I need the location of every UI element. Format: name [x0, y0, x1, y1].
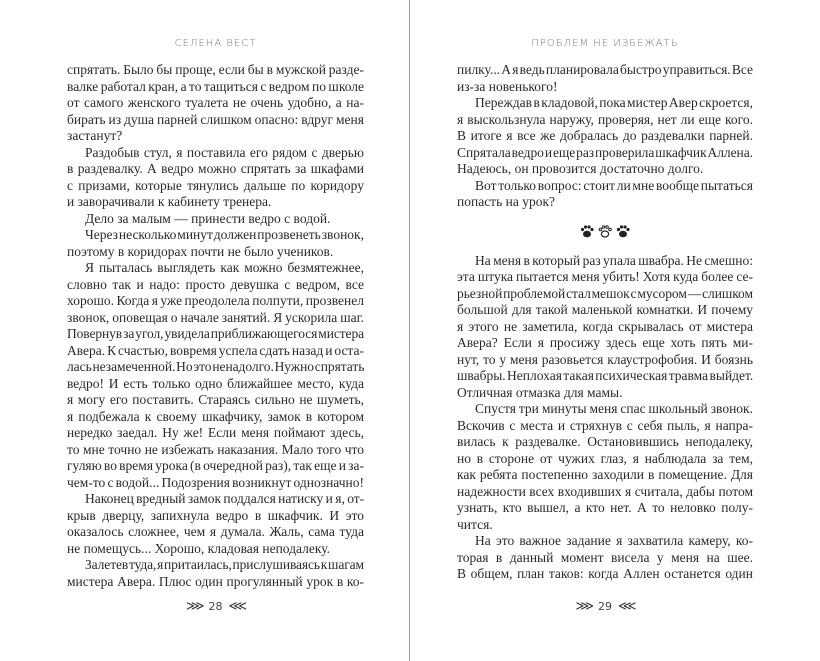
left-page-text: [67, 62, 364, 590]
text-line: рьезной проблемой стал мешок с мусором — слишком: [457, 285, 753, 301]
text-line: Залетев туда, я притаилась, прислушиваясь к шагам: [85, 557, 364, 572]
text-line: Я пыталась выглядеть как можно безмятежнее,: [85, 260, 364, 275]
book-spine-divider: [409, 0, 410, 661]
text-line: торая в данный момент висела у меня на шее.: [457, 549, 753, 565]
text-line: На меня в который раз упала швабра. Не смешно:: [475, 252, 753, 268]
text-line: с призами, которые тянулись дальше по коридору: [67, 177, 364, 193]
text-line: не помещусь... Хорошо, кладовая неподалеку.: [67, 540, 331, 556]
right-page: [457, 0, 753, 661]
text-line: узнать, кто вышел, а кто нет. А то неловко полу-: [457, 500, 753, 515]
page-number-right: [457, 599, 753, 614]
text-line: мистера Авера. Плюс один прогулянный урок в ко-: [67, 573, 364, 589]
running-head-chapter: ПРОБЛЕМ НЕ ИЗБЕЖАТЬ: [531, 38, 679, 49]
text-line: швабры. Неплохая такая психическая травма выйдет.: [457, 368, 753, 383]
text-line: я этого не заметила, когда скрывалась от мистера: [457, 318, 753, 334]
page-number-left: [67, 599, 364, 614]
folio-ornament-icon: ⋘: [618, 599, 635, 614]
text-line: Дело за малым — принести ведро с водой.: [85, 210, 331, 226]
text-line: Спрятала ведро и еще раз проверила шкафчик Аллена.: [457, 144, 753, 160]
text-line: то мне точно не избежать наказания. Мало того что: [67, 441, 364, 457]
text-line: и заворачивали к кабинету тренера.: [67, 194, 272, 209]
text-line: Авера? Если я просижу здесь еще хоть пять ми-: [457, 335, 753, 350]
text-line: эта штука пытается меня убить! Хотя куда более се-: [457, 269, 753, 284]
text-line: ведро! И есть только одно ближайшее место, куда: [67, 375, 364, 391]
text-line: валке работал кран, а то тащиться с ведром по школе: [67, 78, 364, 94]
text-line: Через несколько минут должен прозвенеть звонок,: [85, 227, 364, 242]
text-line: я подбежала к своему шкафчику, замок в котором: [67, 408, 364, 424]
folio-ornament-icon: ⋘: [228, 599, 245, 614]
text-line: хорошо. Когда я уже преодолела полпути, прозвенел: [67, 293, 364, 308]
text-line: но в стороне от чужих глаз, я наблюдала за тем,: [457, 450, 753, 466]
text-line: попасть на урок?: [457, 194, 556, 209]
text-line: спрятать. Было бы проще, если бы в мужской разде-: [67, 62, 364, 77]
text-line: чем-то с водой... Подозрения возникнут однозначно!: [67, 474, 364, 490]
text-line: В итоге я все же добралась до раздевалки парней.: [457, 128, 753, 143]
text-line: Наконец вредный замок поддался натиску и я, от-: [85, 491, 364, 506]
text-line: Вот только вопрос: стоит ли мне вообще пытаться: [475, 177, 753, 193]
text-line: вилась к раздевалке. Остановившись неподалеку,: [457, 434, 753, 449]
running-head-author: СЕЛЕНА ВЕСТ: [174, 38, 257, 49]
folio-ornament-icon: ⋙: [575, 599, 592, 614]
folio-ornament-icon: ⋙: [186, 599, 203, 614]
text-line: Переждав в кладовой, пока мистер Авер скроется,: [475, 95, 753, 110]
text-line: поэтому в коридорах почти не было учеников.: [67, 243, 334, 259]
text-line: Спустя три минуты меня спас школьный звонок.: [475, 401, 753, 416]
text-line: звонок, оповещая о начале занятий. Я ускорила шаг.: [67, 309, 364, 325]
text-line: из-за новенького!: [457, 78, 558, 94]
right-page-text: [457, 62, 753, 583]
text-line: большой для такой маленькой комнатки. И почему: [457, 302, 753, 317]
text-line: крыв дверцу, запихнула ведро в шкафчик. И это: [67, 507, 364, 523]
text-line: застанут?: [67, 128, 123, 143]
text-line: нут, то у меня разовьется клаустрофобия. И боязнь: [457, 351, 753, 367]
text-line: надежности всех входивших я считала, дабы потом: [457, 483, 753, 499]
text-line: Авера. К счастью, вовремя успела сдать назад и оста-: [67, 342, 364, 358]
text-line: от самого женского туалета не очень удобно, а на-: [67, 95, 364, 110]
text-line: гуляю во время урока (в очередной раз), так еще и за-: [67, 458, 364, 473]
text-line: Вскочив с места и стряхнув с себя пыль, я напра-: [457, 417, 753, 433]
text-line: В общем, план таков: когда Аллен останется один: [457, 566, 753, 581]
text-line: пилку... А я ведь планировала быстро управиться. Все: [457, 62, 753, 77]
page-number: 28: [208, 600, 223, 613]
text-line: Повернув за угол, увидела приближающегося мистера: [67, 326, 364, 341]
left-page: [67, 0, 364, 661]
text-line: лась незамеченной. Но это ненадолго. Нужно спрятать: [67, 359, 364, 374]
text-line: Раздобыв стул, я поставила его рядом с дверью: [85, 144, 364, 160]
text-line: Отличная отмазка для мамы.: [457, 384, 623, 400]
text-line: Надеюсь, он провозится достаточно долго.: [457, 161, 704, 176]
paw-prints-icon: [457, 211, 753, 253]
text-line: как ребята постепенно заходили в помещение. Для: [457, 467, 753, 482]
text-line: в раздевалку. А ведро можно спрятать за шкафами: [67, 161, 364, 176]
text-line: оказалось сложнее, чем я думала. Жаль, сама туда: [67, 524, 364, 539]
text-line: я выскользнула наружу, проверяя, нет ли еще кого.: [457, 111, 753, 127]
text-line: бирать из душа парней слишком опасно: вдруг меня: [67, 111, 364, 127]
text-block-before-break: [457, 62, 753, 211]
text-line: нередко заедал. Ну же! Если меня поймают здесь,: [67, 425, 364, 440]
text-line: словно так и надо: просто девушка с ведром, все: [67, 276, 364, 292]
text-line: чится.: [457, 516, 493, 532]
text-line: На это важное задание я захватила камеру, ко-: [475, 533, 753, 548]
page-number: 29: [598, 600, 612, 613]
text-block-after-break: [457, 253, 753, 583]
text-line: я могу его поставить. Стараясь сильно не шуметь,: [67, 392, 364, 407]
